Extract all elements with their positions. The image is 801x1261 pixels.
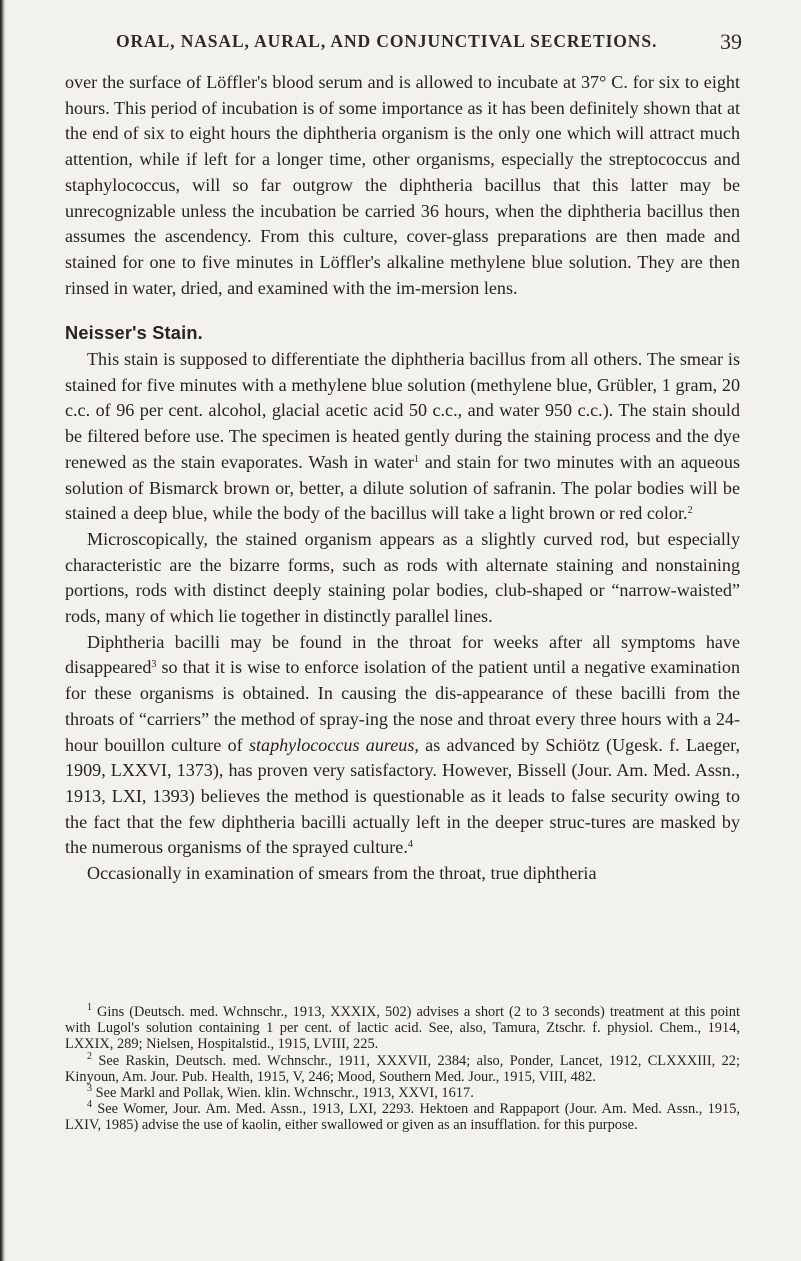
page-number: 39 — [720, 29, 742, 54]
text-run: This stain is supposed to differentiate the diphtheria bacillus from all others. The smear is stained for five minutes with a methylene blue solution (methylene blue, Grübler, 1 gram, 20 c.c. of 96 per cent. alcohol, glacial acetic acid 50 c.c., and water 950 c.c.). The stain should be filtered before use. The specimen is heated gently during the staining process and the dye renewed as the stain evaporates. Wash in water — [65, 349, 740, 472]
main-text — [65, 70, 740, 887]
section-heading-neisser-stain: Neisser's Stain. — [65, 323, 203, 344]
paragraph-microscopy: Microscopically, the stained organism appears as a slightly curved rod, but especially characteristic are the bizarre forms, such as rods with alternate staining and nonstaining portions, rods with distinct deeply staining polar bodies, club-shaped or “narrow-waisted” rods, many of which lie together in distinctly parallel lines. — [65, 528, 740, 627]
page-binding-edge — [0, 0, 6, 1261]
footnotes — [65, 1004, 740, 1134]
paragraph-incubation: over the surface of Löffler's blood serum and is allowed to incubate at 37° C. for six to eight hours. This period of incubation is of some importance as it has been definitely shown that at the end of six to eight hours the diphtheria organism is the only one which will attract much attention, while if left for a longer time, other organisms, especially the streptococcus and staphylococcus, will so far outgrow the diphtheria bacillus that this latter may be unrecognizable unless the incubation be carried 36 hours, when the diphtheria bacillus then assumes the ascendency. From this culture, cover-glass preparations are then made and stained for one to five minutes in Löffler's alkaline methylene blue solution. They are then rinsed in water, dried, and examined with the im-mersion lens. — [65, 72, 740, 298]
footnote-text: Gins (Deutsch. med. Wchnschr., 1913, XXXIX, 502) advises a short (2 to 3 seconds) treatment at this point with Lugol's solution containing 1 per cent. of lactic acid. See, also, Tamura, Ztschr. f. physiol. Chem., 1914, LXXIX, 289; Nielsen, Hospitalstid., 1915, LVIII, 225. — [65, 1004, 740, 1053]
running-header — [116, 31, 742, 59]
footnote — [65, 1004, 740, 1053]
text-run: as advanced by Schiötz (Ugesk. f. Laeger, 1909, LXXVI, 1373), has proven very satisfactory. However, Bissell (Jour. Am. Med. Assn., 1913, LXI, 1393) believes the method is questionable as it leads to false security owing to the fact that the few diphtheria bacilli actually left in the deeper struc-tures are masked by the numerous organisms of the sprayed culture. — [65, 734, 741, 858]
paragraph-neisser-method — [65, 347, 740, 527]
paragraph-carriers — [65, 630, 740, 861]
paragraph-occasionally: Occasionally in examination of smears from the throat, true diphtheria — [87, 863, 597, 884]
footnote-mark: 4 — [87, 1099, 92, 1111]
text-run: Diphtheria bacilli may be found in the throat for weeks after all symptoms have disappeared — [65, 631, 740, 678]
footnote-text: See Raskin, Deutsch. med. Wchnschr., 1911, XXXVII, 2384; also, Ponder, Lancet, 1912, CLXXXIII, 22; Kinyoun, Am. Jour. Pub. Health, 1915, V, 246; Mood, Southern Med. Jour., 1915, VIII, 482. — [65, 1052, 740, 1085]
footnote-mark: 1 — [87, 1002, 92, 1013]
footnote — [65, 1085, 740, 1101]
footnote-text: See Markl and Pollak, Wien. klin. Wchnschr., 1913, XXVI, 1617. — [92, 1085, 474, 1102]
footnote-mark: 2 — [87, 1050, 92, 1062]
footnote-ref-4: 4 — [407, 839, 413, 851]
footnote-ref-3: 3 — [151, 659, 157, 671]
running-title: ORAL, NASAL, AURAL, AND CONJUNCTIVAL SECRETIONS. — [116, 31, 658, 51]
footnote — [65, 1101, 740, 1133]
footnote — [65, 1050, 740, 1085]
footnote-mark: 3 — [87, 1083, 92, 1095]
footnote-ref-2: 2 — [687, 505, 693, 517]
italic-organism-name: staphylococcus aureus, — [248, 734, 419, 755]
footnote-ref-1: 1 — [414, 453, 419, 465]
footnote-text: See Womer, Jour. Am. Med. Assn., 1913, LXI, 2293. Hektoen and Rappaport (Jour. Am. Med. Assn., 1915, LXIV, 1985) advise the use of kaolin, either swallowed or given as an insufflation. for this purpose. — [65, 1101, 740, 1134]
text-run: so that it is wise to enforce isolation of the patient until a negative examination for these organisms is obtained. In causing the dis-appearance of these bacilli from the throats of “carriers” the method of spray-ing the nose and throat every three hours with a 24-hour bouillon culture of — [65, 657, 740, 755]
text-run: and stain for two minutes with an aqueous solution of Bismarck brown or, better, a dilute solution of safranin. The polar bodies will be stained a deep blue, while the body of the bacillus will take a light brown or red color. — [65, 451, 740, 524]
